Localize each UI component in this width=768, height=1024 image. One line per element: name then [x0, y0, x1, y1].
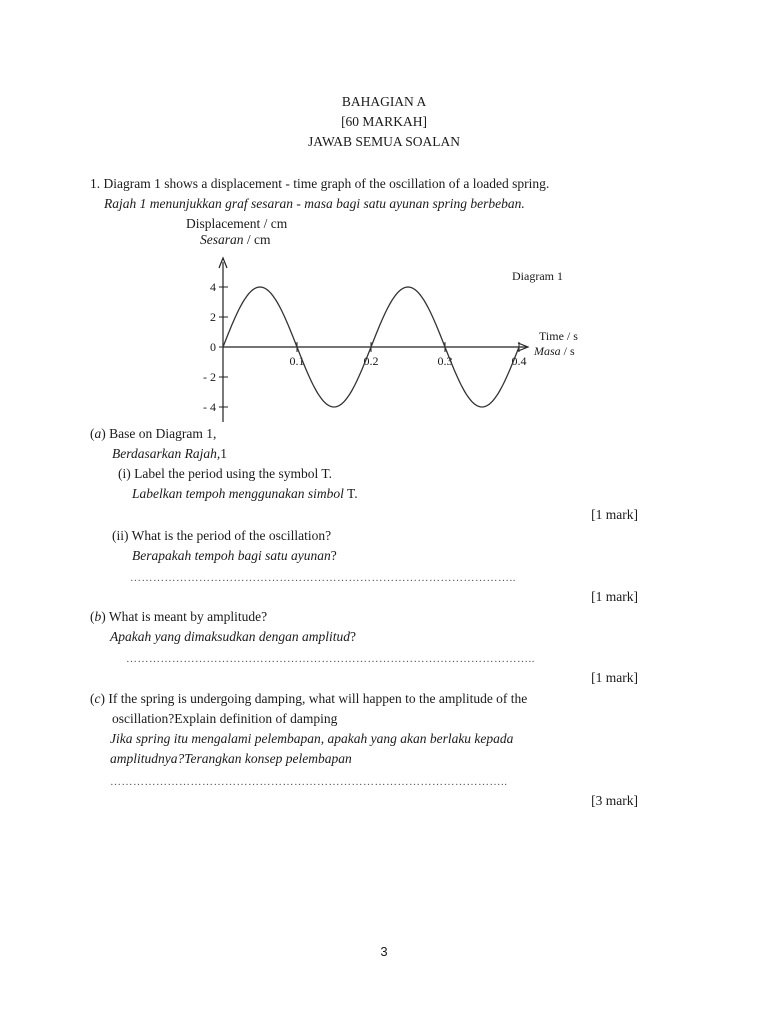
part-c-question-line2: oscillation?Explain definition of damping	[112, 711, 338, 726]
y-tick-label: 2	[210, 310, 216, 324]
question-1-text: 1. Diagram 1 shows a displacement - time graph of the oscillation of a loaded spring.	[90, 176, 550, 191]
part-b-answer-line[interactable]: ……………………………………………………………………………………………..	[126, 653, 535, 665]
part-c-question: (c) If the spring is undergoing damping, what will happen to the amplitude of the	[90, 691, 528, 706]
question-1-text-malay: Rajah 1 menunjukkan graf sesaran - masa bagi satu ayunan spring berbeban.	[104, 196, 525, 211]
y-tick-label: 0	[210, 340, 216, 354]
part-c-answer-line[interactable]: …………………………………………………………………………………………..	[110, 776, 508, 788]
y-tick-label: 4	[210, 280, 216, 294]
part-a-question-malay: Berdasarkan Rajah,1	[112, 446, 227, 461]
part-a-ii-answer-line[interactable]: ………………………………………………………………………………………..	[130, 572, 516, 584]
part-c-mark: [3 mark]	[591, 793, 638, 808]
instruction-heading: JAWAB SEMUA SOALAN	[308, 134, 460, 149]
part-a-question: (a) Base on Diagram 1,	[90, 426, 217, 441]
part-c-question-malay-line2: amplitudnya?Terangkan konsep pelembapan	[110, 751, 352, 766]
x-tick-label: 0.2	[363, 354, 379, 368]
part-c-question-malay: Jika spring itu mengalami pelembapan, apakah yang akan berlaku kepada	[110, 731, 514, 746]
part-a-ii-question: (ii) What is the period of the oscillation?	[112, 528, 332, 543]
x-tick-label: 0.1	[289, 354, 305, 368]
part-a-ii-mark: [1 mark]	[591, 589, 638, 604]
part-a-ii-question-malay: Berapakah tempoh bagi satu ayunan?	[132, 548, 337, 563]
page-number: 3	[380, 944, 388, 959]
x-tick-label: 0.4	[511, 354, 527, 368]
part-a-i-question: (i) Label the period using the symbol T.	[118, 466, 332, 481]
marks-heading: [60 MARKAH]	[341, 114, 427, 129]
x-axis-label-malay: Masa / s	[534, 344, 575, 358]
part-a-i-mark: [1 mark]	[591, 507, 638, 522]
y-axis-label: Displacement / cm	[186, 216, 288, 231]
displacement-time-graph	[180, 250, 600, 430]
y-tick-label: - 2	[203, 370, 216, 384]
x-axis-label: Time / s	[539, 329, 578, 343]
y-tick-label: - 4	[203, 400, 216, 414]
y-axis-label-malay: Sesaran / cm	[200, 232, 271, 247]
part-a-i-question-malay: Labelkan tempoh menggunakan simbol T.	[132, 486, 358, 501]
diagram-label: Diagram 1	[512, 269, 563, 283]
part-b-mark: [1 mark]	[591, 670, 638, 685]
section-title: BAHAGIAN A	[341, 94, 427, 109]
part-b-question-malay: Apakah yang dimaksudkan dengan amplitud?	[110, 629, 356, 644]
part-b-question: (b) What is meant by amplitude?	[90, 609, 268, 624]
x-tick-label: 0.3	[437, 354, 453, 368]
